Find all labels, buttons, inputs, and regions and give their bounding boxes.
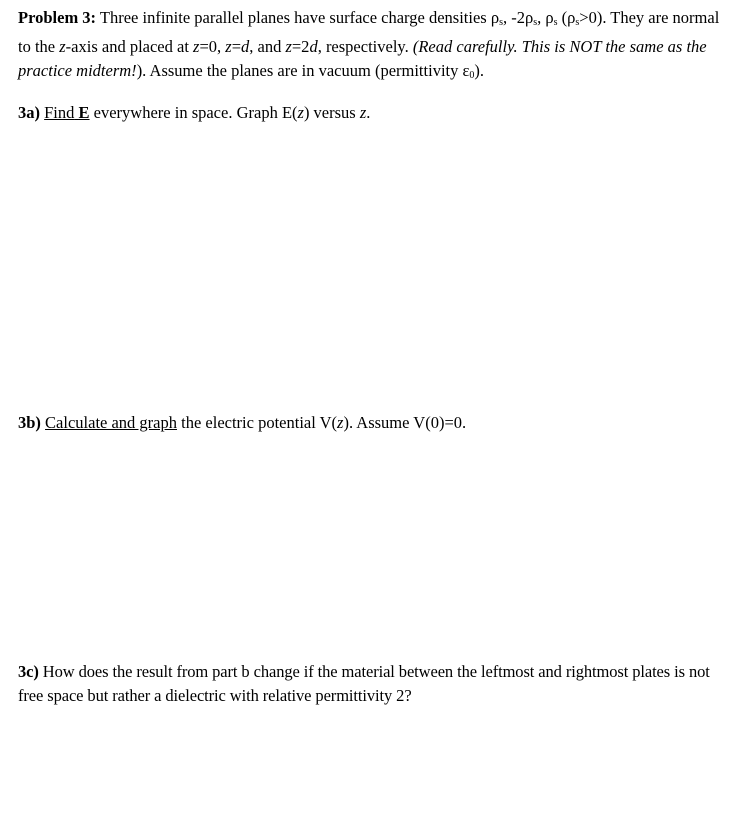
question-label: 3c) (18, 662, 39, 681)
problem-text-1: Three infinite parallel planes have surface charge densities (96, 8, 491, 27)
problem-text-4: ( (557, 8, 568, 27)
var-z: z (359, 103, 367, 122)
find-text: Find (44, 103, 75, 122)
question-text: ) versus (303, 103, 360, 122)
problem-label: Problem 3: (18, 8, 97, 27)
var-z: z (297, 103, 304, 122)
problem-text-13: ). (474, 61, 485, 80)
var-z: z (59, 37, 66, 56)
problem-text-10: =2 (291, 37, 310, 56)
problem-text-6: -axis and placed at (65, 37, 194, 56)
problem-text-8: = (231, 37, 241, 56)
question-text: everywhere in space. Graph E( (89, 103, 298, 122)
problem-text-5: >0). They are normal to the (18, 8, 720, 56)
problem-text-3: , (537, 8, 546, 27)
rho-subscript: s (553, 17, 558, 28)
rho-subscript: s (533, 17, 538, 28)
question-label: 3b) (18, 413, 41, 432)
question-text: ). Assume V(0)=0. (343, 413, 467, 432)
question-text: How does the result from part b change if the material between the leftmost and rightmost plates is not free space but rather a dielectric with relative permittivity 2? (18, 662, 710, 705)
rho-symbol: ρ (567, 8, 576, 27)
rho-subscript: s (575, 17, 580, 28)
question-3a (18, 101, 723, 125)
question-3b (18, 411, 723, 435)
var-d: d (309, 37, 318, 56)
question-text: . (366, 103, 371, 122)
epsilon-symbol: ε (462, 61, 470, 80)
var-z: z (193, 37, 200, 56)
question-3c (18, 660, 723, 708)
rho-symbol: ρ (490, 8, 500, 27)
problem-statement (18, 6, 723, 88)
problem-text-9: , and (249, 37, 286, 56)
var-z: z (225, 37, 232, 56)
calculate-and-graph-underlined: Calculate and graph (45, 413, 177, 432)
rho-subscript: s (499, 17, 503, 28)
var-d: d (241, 37, 250, 56)
problem-text-7: =0, (199, 37, 226, 56)
vector-E: E (78, 103, 90, 122)
problem-text-12: ). Assume the planes are in vacuum (permittivity (136, 61, 463, 80)
var-z: z (285, 37, 292, 56)
problem-note: (Read carefully. This is NOT the same as the practice midterm! (18, 37, 707, 80)
question-label: 3a) (18, 103, 40, 122)
problem-text-11: , respectively. (317, 37, 413, 56)
var-z: z (337, 413, 344, 432)
epsilon-subscript: 0 (469, 70, 475, 81)
rho-symbol: ρ (524, 8, 534, 27)
rho-symbol: ρ (545, 8, 554, 27)
question-text: the electric potential V( (177, 413, 338, 432)
find-E-underlined (44, 103, 89, 122)
problem-text-2: , -2 (502, 8, 525, 27)
